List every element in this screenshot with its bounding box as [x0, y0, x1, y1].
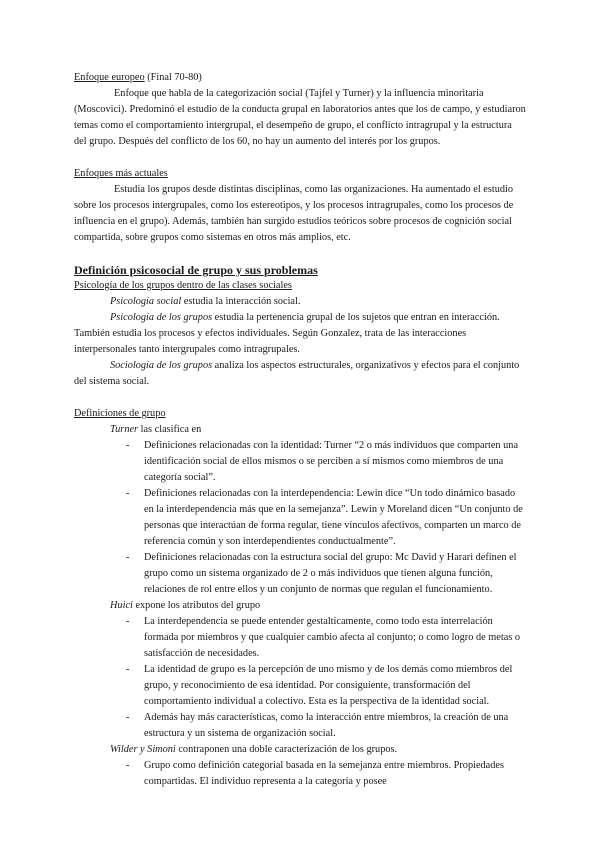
subsection-heading-psicologia-grupos: Psicología de los grupos dentro de las clases sociales: [74, 280, 292, 291]
list-item: - Además hay más características, como la interacción entre miembros, la creación de una estructura y un sistema de organización social.: [144, 710, 526, 742]
paragraph-huici-intro: Huici expone los atributos del grupo: [110, 600, 261, 611]
section-heading-enfoques-actuales: Enfoques más actuales: [74, 168, 168, 179]
list-item: - Definiciones relacionadas con la identidad: Turner “2 o más individuos que comparten una identificación social de ellos mismos o se perciben a sí mismos como miembros de una categoría social”.: [144, 438, 526, 486]
list-wilder-characterization: [74, 758, 526, 790]
list-turner-definitions: [74, 438, 526, 598]
list-huici-attributes: [74, 614, 526, 742]
section-title: Definición psicosocial de grupo y sus problemas: [74, 263, 318, 277]
list-item: - Definiciones relacionadas con la estructura social del grupo: Mc David y Harari definen el grupo como un sistema organizado de 2 o más individuos que tienen alguna función, relaciones de rol entre ellos y un conjunto de normas que regulan el funcionamiento.: [144, 550, 526, 598]
list-item: - Grupo como definición categorial basada en la semejanza entre miembros. Propiedades compartidas. El individuo representa a la categoría y posee: [144, 758, 526, 790]
paragraph-psicologia-social: Psicología social estudia la interacción social.: [110, 296, 301, 307]
paragraph-psicologia-de-los-grupos: Psicología de los grupos estudia la pertenencia grupal de los sujetos que entran en interacción. También estudia los procesos y efectos individuales. Según Gonzalez, trata de las interacciones interpersonales tanto intergrupales como intragrupales.: [74, 312, 500, 355]
paragraph-sociologia-de-los-grupos: Sociología de los grupos analiza los aspectos estructurales, organizativos y efectos para el conjunto del sistema social.: [74, 360, 520, 387]
list-item: - La identidad de grupo es la percepción de uno mismo y de los demás como miembros del grupo, y reconocimiento de esa identidad. Por consiguiente, transformación del comportamiento individual a colectivo. Esta es la perspectiva de la identidad social.: [144, 662, 526, 710]
subsection-heading-definiciones: Definiciones de grupo: [74, 408, 166, 419]
paragraph-turner-intro: Turner las clasifica en: [110, 424, 202, 435]
list-item: - La interdependencia se puede entender gestalticamente, como todo esta interrelación formada por miembros y que cualquier cambio afecta al conjunto; o como logro de metas o satisfacción de necesidades.: [144, 614, 526, 662]
document-page: [74, 70, 526, 790]
paragraph-enfoques-actuales: Estudia los grupos desde distintas disciplinas, como las organizaciones. Ha aumentado el estudio sobre los procesos intergrupales, como los estereotipos, y los procesos intragrupales, como los procesos de influencia en el grupo). Además, también han surgido estudios teóricos sobre procesos de cognición social compartida, sobre grupos como sistemas en otros más amplios, etc.: [74, 184, 514, 243]
section-heading-enfoque-europeo: Enfoque europeo (Final 70-80): [74, 72, 202, 83]
paragraph-wilder-intro: Wilder y Simoni contraponen una doble caracterización de los grupos.: [110, 744, 398, 755]
list-item: - Definiciones relacionadas con la interdependencia: Lewin dice “Un todo dinámico basado en la interdependencia más que en la semejanza”. Lewin y Moreland dicen “Un conjunto de personas que interactúan de forma regular, tiene vínculos afectivos, comparten un marco de referencia común y son interdependientes conductualmente”.: [144, 486, 526, 550]
paragraph-enfoque-europeo: Enfoque que habla de la categorización social (Tajfel y Turner) y la influencia minoritaria (Moscovici). Predominó el estudio de la conducta grupal en laboratorios antes que los de campo, y estudiaron temas como el comportamiento intergrupal, el desempeño de grupo, el conflicto intragrupal y la estructura del grupo. Después del conflicto de los 60, no hay un aumento del interés por los grupos.: [74, 88, 526, 147]
